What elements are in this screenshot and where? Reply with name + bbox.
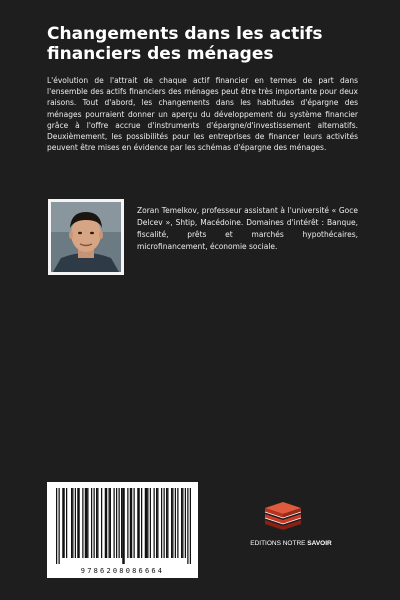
barcode-bar bbox=[190, 488, 191, 564]
barcode-bar bbox=[86, 488, 87, 558]
barcode-bar bbox=[56, 488, 57, 564]
barcode-bar bbox=[185, 488, 186, 558]
barcode-bar bbox=[116, 488, 117, 558]
book-description: L'évolution de l'attrait de chaque actif financier en termes de part dans l'ensemble des actifs financiers des ménages peut être très importante pour deux raisons. Tout d'abord, les changements dans les habitudes d'épargne des ménages pourraient donner un aperçu du développement du système financier grâce à l'offre accrue d'instruments d'épargne/d'investissement alternatifs. Deuxièmement, les possibilités pour les entreprises de financer leurs activités peuvent être mises en évidence par les schémas d'épargne des ménages. bbox=[47, 76, 358, 153]
barcode-bar bbox=[64, 488, 65, 558]
barcode-bar bbox=[182, 488, 183, 558]
publisher-name-part1: EDITIONS NOTRE bbox=[250, 540, 308, 547]
barcode-bar bbox=[175, 488, 176, 558]
barcode-bar bbox=[101, 488, 102, 558]
barcode-bar bbox=[110, 488, 111, 558]
barcode-bar bbox=[139, 488, 140, 558]
barcode-bar bbox=[127, 488, 128, 558]
barcode-bar bbox=[82, 488, 83, 558]
barcode-bar bbox=[96, 488, 97, 558]
barcode-bar bbox=[66, 488, 67, 558]
isbn-barcode bbox=[47, 482, 198, 578]
barcode-bar bbox=[137, 488, 138, 558]
barcode-bar bbox=[59, 488, 60, 564]
barcode-bar bbox=[114, 488, 115, 558]
publisher-name bbox=[236, 540, 346, 547]
barcode-bar bbox=[91, 488, 92, 558]
barcode-bar bbox=[121, 488, 122, 558]
barcode-bar bbox=[106, 488, 107, 558]
barcode-bar bbox=[124, 488, 125, 564]
barcode-bar bbox=[105, 488, 106, 558]
author-portrait-image bbox=[51, 202, 121, 272]
barcode-bar bbox=[161, 488, 162, 558]
barcode-bar bbox=[75, 488, 76, 558]
barcode-bar bbox=[87, 488, 88, 558]
barcode-bar bbox=[62, 488, 63, 558]
barcode-bar bbox=[181, 488, 182, 558]
barcode-bar bbox=[71, 488, 72, 558]
barcode-bar bbox=[171, 488, 172, 558]
barcode-bar bbox=[187, 488, 188, 564]
barcode-bar bbox=[167, 488, 168, 558]
barcode-bar bbox=[146, 488, 147, 558]
barcode-bars bbox=[47, 482, 198, 566]
barcode-bar bbox=[122, 488, 123, 564]
author-photo bbox=[48, 199, 124, 275]
barcode-bar bbox=[79, 488, 80, 558]
barcode-bar bbox=[131, 488, 132, 558]
barcode-bar bbox=[156, 488, 157, 558]
barcode-bar bbox=[154, 488, 155, 558]
book-title: Changements dans les actifs financiers des ménages bbox=[47, 24, 323, 64]
barcode-bar bbox=[164, 488, 165, 558]
barcode-bar bbox=[134, 488, 135, 558]
barcode-bar bbox=[130, 488, 131, 558]
barcode-bar bbox=[166, 488, 167, 558]
barcode-bar bbox=[109, 488, 110, 558]
barcode-bar bbox=[147, 488, 148, 558]
barcode-bar bbox=[85, 488, 86, 558]
barcode-bar bbox=[172, 488, 173, 558]
barcode-bar bbox=[72, 488, 73, 558]
stacked-books-icon bbox=[263, 500, 303, 534]
barcode-bar bbox=[77, 488, 78, 558]
barcode-bar bbox=[141, 488, 142, 558]
barcode-bar bbox=[150, 488, 151, 558]
barcode-bar bbox=[97, 488, 98, 558]
isbn-number: 9786208086664 bbox=[80, 567, 165, 575]
publisher-name-part2: SAVOIR bbox=[307, 540, 332, 547]
barcode-bar bbox=[94, 488, 95, 558]
barcode-bar bbox=[145, 488, 146, 558]
barcode-bar bbox=[177, 488, 178, 558]
barcode-bar bbox=[157, 488, 158, 558]
author-bio: Zoran Temelkov, professeur assistant à l'université « Goce Delcev », Shtip, Macédoine. Domaines d'intérêt : Banque, fiscalité, prêts et marchés hypothécaires, microfinancement, économie sociale. bbox=[137, 206, 358, 251]
barcode-bar bbox=[119, 488, 120, 558]
